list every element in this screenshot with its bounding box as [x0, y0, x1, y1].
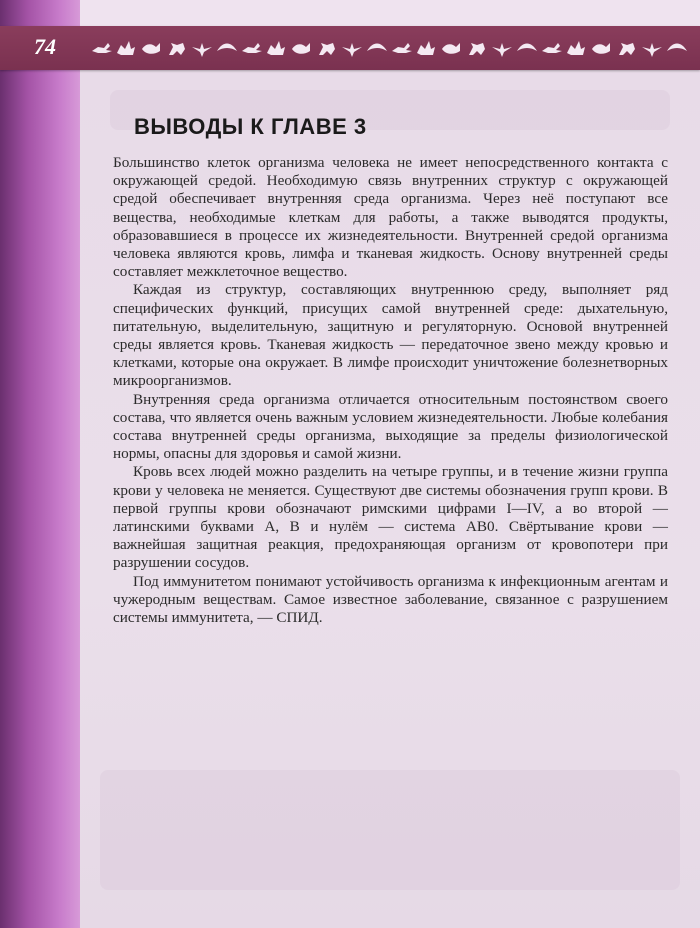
bleed-through-stain — [100, 770, 680, 890]
header-bar — [0, 26, 700, 70]
animal-silhouette-icon — [592, 43, 610, 54]
animal-silhouette-icon — [492, 43, 512, 57]
paragraph-5: Под иммунитетом понимают устойчивость организма к инфекционным агентам и чужеродным веществам. Самое известное заболевание, связанное с разрушением системы иммунитета, — СПИД. — [113, 572, 668, 627]
animal-silhouette-icon — [267, 41, 285, 55]
animal-silhouette-icon — [217, 44, 237, 52]
paragraph-1: Большинство клеток организма человека не имеет непосредственного контакта с окружающей средой. Необходимую связь внутренних структур с окружающей средой обеспечивает внутренняя среда организма. Через неё поступают все вещества, необходимые клеткам для работы, а также выводятся продукты, образовавшиеся в процессе их жизнедеятельности. Внутренней средой организма человека являются кровь, лимфа и тканевая жидкость. Основу внутренней среды составляет межклеточное вещество. — [113, 154, 668, 281]
left-color-strip — [0, 0, 80, 928]
animal-silhouette-icon — [667, 44, 687, 52]
animal-silhouette-icon — [442, 43, 460, 54]
body-text — [113, 154, 668, 627]
animal-silhouette-icon — [142, 43, 160, 54]
animal-silhouette-icon — [392, 43, 412, 53]
paragraph-3: Внутренняя среда организма отличается относительным постоянством своего состава, что является очень важным условием жизнедеятельности. Любые колебания состава внутренней среды организма, выходящие за пределы физиологической нормы, опасны для здоровья и самой жизни. — [113, 390, 668, 463]
animal-silhouette-icon — [567, 41, 585, 55]
animal-silhouette-icon — [117, 41, 135, 55]
animal-silhouette-icon — [92, 43, 112, 53]
paragraph-2: Каждая из структур, составляющих внутреннюю среду, выполняет ряд специфических функций, присущих самой внутренней среде: дыхательную, питательную, выделительную, защитную и регуляторную. Основой внутренней среды является кровь. Тканевая жидкость — передаточное звено между кровью и клетками, которые она окружает. В лимфе происходит уничтожение болезнетворных микроорганизмов. — [113, 281, 668, 390]
animal-silhouette-icon — [242, 43, 262, 53]
animal-silhouette-icon — [417, 41, 435, 55]
animal-silhouette-icon — [169, 43, 185, 55]
animal-silhouette-icon — [542, 43, 562, 53]
animal-silhouette-icon — [469, 43, 485, 55]
animal-silhouette-icon — [619, 43, 635, 55]
animal-silhouette-icon — [342, 43, 362, 57]
animal-silhouettes-band — [92, 36, 696, 60]
chapter-title: ВЫВОДЫ К ГЛАВЕ 3 — [134, 114, 367, 139]
animal-silhouette-icon — [517, 44, 537, 52]
animal-silhouette-icon — [192, 43, 212, 57]
animal-silhouette-icon — [292, 43, 310, 54]
page-number: 74 — [34, 34, 56, 59]
animal-silhouette-icon — [367, 44, 387, 52]
animal-silhouette-icon — [319, 43, 335, 55]
paragraph-4: Кровь всех людей можно разделить на четыре группы, и в течение жизни группа крови у человека не меняется. Существуют две системы обозначения групп крови. В первой группы крови обозначают римскими цифрами I—IV, а во второй — латинскими буквами A, B и нулём — система AB0. Свёртывание крови — важнейшая защитная реакция, предохраняющая организм от кровопотери при разрушении сосудов. — [113, 463, 668, 572]
animal-silhouette-icon — [642, 43, 662, 57]
